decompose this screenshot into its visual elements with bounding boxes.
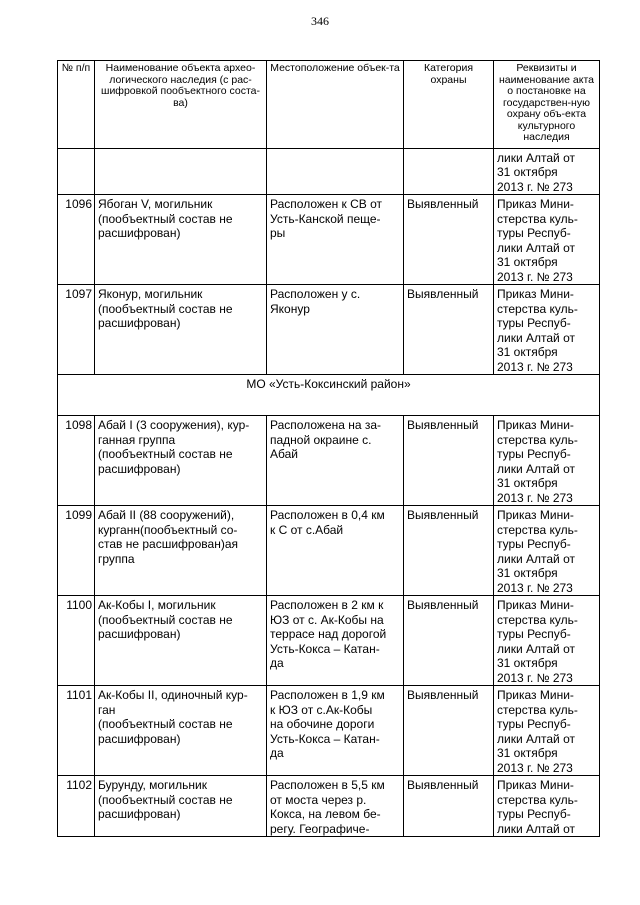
name-line: Бурунду, могильник bbox=[98, 778, 207, 792]
cell-location bbox=[267, 686, 404, 776]
table-row bbox=[58, 776, 600, 837]
cell-category: Выявленный bbox=[404, 285, 494, 375]
cell-location bbox=[267, 416, 404, 506]
location-line: Расположен в 0,4 км bbox=[270, 508, 385, 522]
requisites-line: Приказ Мини- bbox=[497, 197, 574, 211]
name-line: расшифрован) bbox=[98, 461, 181, 476]
name-line: ган bbox=[98, 702, 116, 717]
cell-name bbox=[95, 416, 267, 506]
cell-name bbox=[95, 506, 267, 596]
cell-category: Выявленный bbox=[404, 416, 494, 506]
requisites-line: 2013 г. № 273 bbox=[497, 580, 573, 595]
requisites-line: 31 октября bbox=[497, 656, 558, 670]
requisites-line: лики Алтай от bbox=[497, 330, 575, 345]
cell-requisites bbox=[494, 148, 600, 195]
cell-category bbox=[404, 148, 494, 195]
requisites-line: 2013 г. № 273 bbox=[497, 490, 573, 505]
name-line: (пообъектный состав не bbox=[98, 447, 233, 461]
cell-name bbox=[95, 776, 267, 837]
requisites-line: лики Алтай от bbox=[497, 731, 575, 746]
name-line: (пообъектный состав не bbox=[98, 301, 233, 316]
name-line: Ак-Кобы I, могильник bbox=[98, 598, 216, 612]
requisites-line: лики Алтай от bbox=[497, 150, 575, 165]
table-row bbox=[58, 506, 600, 596]
requisites-line: туры Респуб- bbox=[497, 537, 571, 551]
name-line: расшифрован) bbox=[98, 316, 181, 330]
cell-location bbox=[267, 776, 404, 837]
requisites-line: стерства куль- bbox=[497, 702, 578, 717]
requisites-line: стерства куль- bbox=[497, 792, 578, 807]
header-requisites: Реквизиты и наименование акта о постановке на государствен-ную охрану объ-екта культурного наследия bbox=[494, 61, 600, 149]
name-line: Абай I (3 сооружения), кур- bbox=[98, 418, 250, 432]
table-row bbox=[58, 686, 600, 776]
location-line: Яконур bbox=[270, 301, 310, 316]
section-row bbox=[58, 375, 600, 416]
cell-num: 1100 bbox=[58, 596, 95, 686]
requisites-line: 2013 г. № 273 bbox=[497, 670, 573, 685]
name-line: Ак-Кобы II, одиночный кур- bbox=[98, 688, 248, 702]
name-line: группа bbox=[98, 551, 135, 566]
location-line: Расположен к СВ от bbox=[270, 197, 383, 211]
name-line: ганная группа bbox=[98, 432, 176, 447]
continuation-row bbox=[58, 148, 600, 195]
name-line: (пообъектный состав не bbox=[98, 792, 233, 807]
requisites-line: туры Респуб- bbox=[497, 807, 571, 821]
table-row bbox=[58, 195, 600, 285]
location-line: да bbox=[270, 746, 284, 760]
requisites-line: Приказ Мини- bbox=[497, 778, 574, 792]
header-location: Местоположение объек-та bbox=[267, 61, 404, 149]
heritage-registry-table bbox=[57, 60, 600, 837]
location-line: Усть-Кокса – Катан- bbox=[270, 731, 380, 746]
requisites-line: 2013 г. № 273 bbox=[497, 179, 573, 194]
requisites-line: 31 октября bbox=[497, 476, 558, 490]
requisites-line: туры Респуб- bbox=[497, 447, 571, 461]
requisites-line: 2013 г. № 273 bbox=[497, 269, 573, 284]
name-line: курганн(пообъектный со- bbox=[98, 522, 238, 537]
section-title: МО «Усть-Коксинский район» bbox=[58, 375, 600, 416]
cell-requisites bbox=[494, 506, 600, 596]
requisites-line: Приказ Мини- bbox=[497, 598, 574, 612]
name-line: Абай II (88 сооружений), bbox=[98, 508, 235, 522]
location-line: от моста через р. bbox=[270, 792, 367, 807]
location-line: регу. Географиче- bbox=[270, 821, 370, 836]
name-line: став не расшифрован)ая bbox=[98, 537, 238, 551]
name-line: Ябоган V, могильник bbox=[98, 197, 213, 211]
requisites-line: 31 октября bbox=[497, 165, 558, 179]
cell-name bbox=[95, 148, 267, 195]
header-category: Категория охраны bbox=[404, 61, 494, 149]
requisites-line: туры Респуб- bbox=[497, 316, 571, 330]
header-name: Наименование объекта архео-логического наследия (с рас-шифровкой пообъектного соста-ва) bbox=[95, 61, 267, 149]
requisites-line: 2013 г. № 273 bbox=[497, 359, 573, 374]
requisites-line: туры Респуб- bbox=[497, 717, 571, 731]
header-num: № п/п bbox=[58, 61, 95, 149]
cell-category: Выявленный bbox=[404, 195, 494, 285]
cell-num: 1101 bbox=[58, 686, 95, 776]
cell-name bbox=[95, 686, 267, 776]
location-line: к С от с.Абай bbox=[270, 522, 344, 537]
name-line: расшифрован) bbox=[98, 627, 181, 641]
cell-location bbox=[267, 285, 404, 375]
cell-name bbox=[95, 285, 267, 375]
cell-num: 1099 bbox=[58, 506, 95, 596]
cell-category: Выявленный bbox=[404, 686, 494, 776]
requisites-line: 31 октября bbox=[497, 345, 558, 359]
requisites-line: лики Алтай от bbox=[497, 821, 575, 836]
requisites-line: лики Алтай от bbox=[497, 240, 575, 255]
requisites-line: стерства куль- bbox=[497, 432, 578, 447]
location-line: ЮЗ от с. Ак-Кобы на bbox=[270, 612, 384, 627]
cell-requisites bbox=[494, 416, 600, 506]
location-line: Абай bbox=[270, 447, 298, 461]
name-line: расшифрован) bbox=[98, 226, 181, 240]
cell-num: 1097 bbox=[58, 285, 95, 375]
requisites-line: 31 октября bbox=[497, 746, 558, 760]
location-line: Усть-Канской пеще- bbox=[270, 211, 381, 226]
cell-location bbox=[267, 195, 404, 285]
cell-category: Выявленный bbox=[404, 776, 494, 837]
requisites-line: лики Алтай от bbox=[497, 551, 575, 566]
cell-location bbox=[267, 596, 404, 686]
location-line: террасе над дорогой bbox=[270, 627, 387, 641]
requisites-line: стерства куль- bbox=[497, 301, 578, 316]
requisites-line: лики Алтай от bbox=[497, 461, 575, 476]
requisites-line: стерства куль- bbox=[497, 211, 578, 226]
requisites-line: Приказ Мини- bbox=[497, 287, 574, 301]
location-line: к ЮЗ от с.Ак-Кобы bbox=[270, 702, 373, 717]
cell-num: 1102 bbox=[58, 776, 95, 837]
location-line: Расположен в 1,9 км bbox=[270, 688, 385, 702]
name-line: расшифрован) bbox=[98, 807, 181, 821]
table-header-row bbox=[58, 61, 600, 149]
location-line: падной окраине с. bbox=[270, 432, 372, 447]
requisites-line: 31 октября bbox=[497, 255, 558, 269]
requisites-line: туры Респуб- bbox=[497, 226, 571, 240]
name-line: Яконур, могильник bbox=[98, 287, 203, 301]
location-line: Расположена на за- bbox=[270, 418, 382, 432]
cell-num: 1096 bbox=[58, 195, 95, 285]
table-row bbox=[58, 285, 600, 375]
name-line: расшифрован) bbox=[98, 731, 181, 746]
cell-name bbox=[95, 596, 267, 686]
location-line: Расположен в 5,5 км bbox=[270, 778, 385, 792]
requisites-line: стерства куль- bbox=[497, 522, 578, 537]
location-line: Расположен в 2 км к bbox=[270, 598, 384, 612]
location-line: ры bbox=[270, 226, 286, 240]
table-row bbox=[58, 416, 600, 506]
location-line: Кокса, на левом бе- bbox=[270, 807, 381, 821]
requisites-line: 2013 г. № 273 bbox=[497, 760, 573, 775]
cell-location bbox=[267, 148, 404, 195]
requisites-line: Приказ Мини- bbox=[497, 508, 574, 522]
requisites-line: лики Алтай от bbox=[497, 641, 575, 656]
location-line: на обочине дороги bbox=[270, 717, 375, 731]
requisites-line: стерства куль- bbox=[497, 612, 578, 627]
cell-num: 1098 bbox=[58, 416, 95, 506]
requisites-line: 31 октября bbox=[497, 566, 558, 580]
requisites-line: Приказ Мини- bbox=[497, 688, 574, 702]
page-number: 346 bbox=[311, 14, 329, 28]
table-row bbox=[58, 596, 600, 686]
cell-requisites bbox=[494, 686, 600, 776]
cell-requisites bbox=[494, 776, 600, 837]
cell-name bbox=[95, 195, 267, 285]
name-line: (пообъектный состав не bbox=[98, 717, 233, 731]
cell-location bbox=[267, 506, 404, 596]
requisites-line: Приказ Мини- bbox=[497, 418, 574, 432]
name-line: (пообъектный состав не bbox=[98, 211, 233, 226]
cell-num bbox=[58, 148, 95, 195]
cell-requisites bbox=[494, 195, 600, 285]
location-line: Усть-Кокса – Катан- bbox=[270, 641, 380, 656]
cell-requisites bbox=[494, 596, 600, 686]
cell-category: Выявленный bbox=[404, 506, 494, 596]
requisites-line: туры Респуб- bbox=[497, 627, 571, 641]
table-body bbox=[58, 148, 600, 837]
name-line: (пообъектный состав не bbox=[98, 612, 233, 627]
location-line: Расположен у с. bbox=[270, 287, 361, 301]
cell-requisites bbox=[494, 285, 600, 375]
location-line: да bbox=[270, 656, 284, 670]
cell-category: Выявленный bbox=[404, 596, 494, 686]
